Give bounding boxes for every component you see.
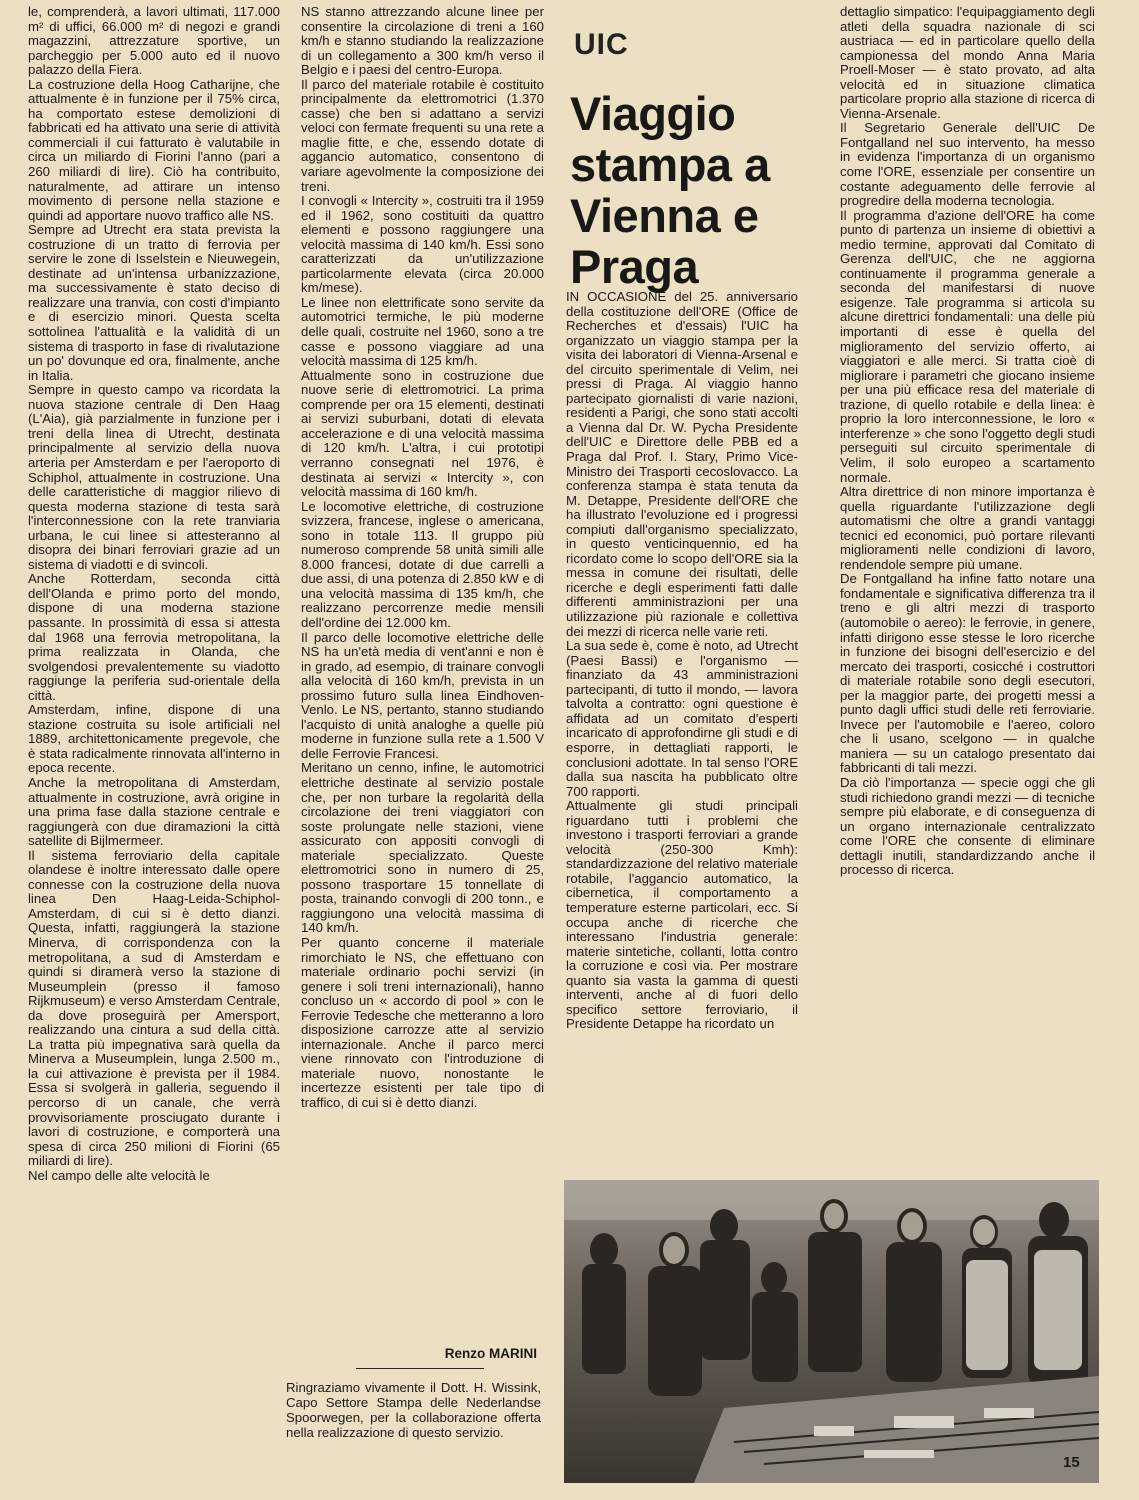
photo-group-icon bbox=[564, 1180, 1099, 1483]
article-headline: Viaggio stampa a Vienna e Praga bbox=[570, 87, 770, 293]
paragraph: Attualmente gli studi principali riguardano tutti i problemi che investono i trasporti ferroviari a grande velocità (250-300 Kmh): standardizzazione del relativo materiale rotabile, l'aggancio automatico, la cibernetica, il comportamento a temperature esterne particolari, ecc. Si occupa anche di ricerche che interessano l'industria generale: materie sintetiche, collanti, lotta contro la corruzione e così via. Per mostrare quanto sia vasta la gamma di questi interventi, anche al di fuori dello specifico settore ferroviario, il Presidente Detappe ha ricordato un bbox=[566, 798, 798, 1032]
paragraph: NS stanno attrezzando alcune linee per consentire la circolazione di treni a 160 km/h e stanno studiando la realizzazione di un collegamento a 300 km/h verso il Belgio e i paesi del centro-Europa. bbox=[301, 4, 544, 78]
paragraph: Amsterdam, infine, dispone di una stazione costruita su isole artificiali nel 1889, architettonicamente pregevole, che è stata radicalmente rinnovata all'interno in epoca recente. bbox=[28, 702, 280, 776]
paragraph: Sempre in questo campo va ricordata la nuova stazione centrale di Den Haag (L'Aia), già parzialmente in funzione per i treni della linea di Utrecht, destinata principalmente al servizio della nuova arteria per Amsterdam e per l'aeroporto di Schiphol, attualmente in costruzione. Una delle caratteristiche di maggior rilievo di questa moderna stazione di testa sarà l'interconnessione con la rete tranviaria urbana, le cui linee si attesteranno al disopra dei binari ferroviari grazie ad un sistema di viadotti e di svincoli. bbox=[28, 382, 280, 572]
paragraph: I convogli « Intercity », costruiti tra il 1959 ed il 1962, sono costituiti da quattro elementi e possono raggiungere una velocità massima di 140 km/h. Essi sono caratterizzati da un'utilizzazione particolarmente elevata (circa 20.000 km/mese). bbox=[301, 193, 544, 296]
paragraph: Da ciò l'importanza — specie oggi che gli studi richiedono grandi mezzi — di tecniche sempre più elaborate, e di conseguenza di un organo internazionale centralizzato come l'ORE che consente di eliminare dettagli inutili, standardizzando anche il processo di ricerca. bbox=[840, 774, 1095, 878]
article-column-3 bbox=[566, 290, 798, 1032]
paragraph: Il programma d'azione dell'ORE ha come punto di partenza un insieme di obiettivi a medio termine, approvati dal Comitato di Gerenza dell'UIC, che ne aggiorna continuamente il programma generale a seconda del manifestarsi di nuove esigenze. Tale programma si articola su alcune direttrici fondamentali: una delle più importanti di esse è quella del miglioramento del servizio offerto, ai viaggiatori e alle merci. Si tratta cioè di migliorare i parametri che giocano insieme per una più efficace resa del materiale di trazione, di quello rotabile e della linea: è proprio la loro interconnessione, le loro « interferenze » che sono l'oggetto degli studi perseguiti sul circuito sperimentale di Velim, il solo europeo a scartamento normale. bbox=[840, 207, 1095, 485]
paragraph: Altra direttrice di non minore importanza è quella riguardante l'utilizzazione degli automatismi che oltre a grandi vantaggi tecnici ed economici, può portare rilevanti miglioramenti nelle condizioni di lavoro, rendendole sempre più umane. bbox=[840, 484, 1095, 572]
paragraph: Il Segretario Generale dell'UIC De Fontgalland nel suo intervento, ha messo in evidenza l'importanza di un organismo come l'ORE, essenziale per consentire un costante adeguamento delle ferrovie al progredire della moderna tecnologia. bbox=[840, 120, 1095, 209]
paragraph: La sua sede è, come è noto, ad Utrecht (Paesi Bassi) e l'organismo — finanziato da 43 amministrazioni partecipanti, di tutto il mondo, — lavora talvolta a contratto: ogni questione è affidata ad un comitato d'esperti incaricato di approfondirne gli studi e di esporre, in dettagliati rapporti, le conclusioni adottate. In tal senso l'ORE dalla sua nascita ha pubblicato oltre 700 rapporti. bbox=[566, 638, 798, 799]
paragraph: Per quanto concerne il materiale rimorchiato le NS, che effettuano con materiale ordinario pochi servizi (in genere i soli treni internazionali), hanno concluso un « accordo di pool » con le Ferrovie Tedesche che metteranno a loro disposizione carrozze atte al servizio internazionale. Anche il parco merci viene rinnovato con l'introduzione di materiale nuovo, nonostante le incertezze esistenti per tale tipo di traffico, di cui si è detto dianzi. bbox=[301, 935, 544, 1111]
article-column-2 bbox=[301, 5, 544, 1111]
paragraph: dettaglio simpatico: l'equipaggiamento degli atleti della squadra nazionale di sci austriaca — ed in particolare quello della campionessa del mondo Anna Maria Proell-Moser — è stato provato, ad alta velocità ed in situazione climatica particolare proprio alla stazione di ricerca di Vienna-Arsenale. bbox=[840, 4, 1095, 121]
paragraph: Il parco delle locomotive elettriche delle NS ha un'età media di vent'anni e non è in grado, ad esempio, di trainare convogli alla velocità di 160 km/h, prevista in un prossimo futuro sulla linea Eindhoven-Venlo. Le NS, pertanto, stanno studiando l'acquisto di unità analoghe a quelle più moderne in funzione sulla rete a 1.500 V delle Ferrovie Francesi. bbox=[301, 629, 544, 761]
acknowledgment-note: Ringraziamo vivamente il Dott. H. Wissink, Capo Settore Stampa delle Nederlandse Spoorwegen, per la collaborazione offerta nella realizzazione di questo servizio. bbox=[286, 1380, 541, 1440]
paragraph: Anche Rotterdam, seconda città dell'Olanda e primo porto del mondo, dispone di una moderna stazione passante. In prossimità di essa si attesta dal 1968 una ferrovia metropolitana, la prima realizzata in Olanda, che svolgendosi prevalentemente su viadotto raggiunge la periferia sud-orientale della città. bbox=[28, 571, 280, 703]
paragraph: Il sistema ferroviario della capitale olandese è inoltre interessato dalle opere connesse con la costruzione della nuova linea Den Haag-Leida-Schiphol-Amsterdam, di cui si è detto dianzi. Questa, infatti, raggiungerà la stazione Minerva, di corrispondenza con la metropolitana, a sud di Amsterdam e quindi si diramerà verso la stazione di Museumplein (presso il famoso Rijkmuseum) e verso Amsterdam Centrale, da dove proseguirà per Amersport, realizzando una cintura a sud della città. La tratta più impegnativa sarà quella da Minerva a Museumplein, lunga 2.500 m., la cui attivazione è prevista per il 1984. Essa si svolgerà in galleria, seguendo il percorso di un canale, che verrà provvisoriamente prosciugato durante i lavori di costruzione, e comporterà una spesa di circa 250 milioni di Fiorini (65 miliardi di lire). bbox=[28, 847, 280, 1169]
paragraph: Le linee non elettrificate sono servite da automotrici termiche, le più moderne delle quali, costruite nel 1960, sono a tre casse e possono viaggiare ad una velocità massima di 125 km/h. bbox=[301, 294, 544, 369]
paragraph: IN OCCASIONE del 25. anniversario della costituzione dell'ORE (Office de Recherches et d'essais) l'UIC ha organizzato un viaggio stampa per la visita dei laboratori di Vienna-Arsenal e del circuito sperimentale di Velim, nei pressi di Praga. Al viaggio hanno partecipato giornalisti di varie nazioni, residenti a Parigi, che sono stati accolti a Vienna dal Dr. W. Pycha Presidente dell'UIC e Direttore delle PBB ed a Praga dal Prof. I. Stary, Primo Vice-Ministro dei Trasporti cecoslovacco. La conferenza stampa è stata tenuta da M. Detappe, Presidente dell'ORE che ha illustrato l'evoluzione ed i progressi compiuti dall'organismo specializzato, in questo venticinquennio, ed ha ricordato come lo scopo dell'ORE sia la messa in comune dei risultati, delle ricerche e degli esperimenti fatti dalle differenti amministrazioni per una utilizzazione più razionale e collettiva dei mezzi di ricerca nelle varie reti. bbox=[566, 289, 798, 639]
paragraph: Meritano un cenno, infine, le automotrici elettriche destinate al servizio postale che, per non turbare la regolarità della circolazione dei treni viaggiatori con soste prolungate nelle stazioni, viene assicurato con appositi convogli di materiale specializzato. Queste elettromotrici sono in numero di 25, possono trasportare 15 tonnellate di posta, trainando convogli di 200 tonn., e raggiungono una velocità massima di 140 km/h. bbox=[301, 760, 544, 936]
paragraph: Nel campo delle alte velocità le bbox=[28, 1167, 210, 1183]
divider bbox=[356, 1368, 484, 1369]
paragraph: De Fontgalland ha infine fatto notare una fondamentale e significativa differenza tra il treno e gli altri mezzi di trasporto (automobile o aereo): le ferrovie, in genere, infatti dirigono esse stesse le loro ricerche in funzione dei bisogni dell'esercizio e del mercato dei trasporti, cosicché i costruttori di materiale rotabile sono degli esecutori, per la maggior parte, dei progetti messi a punto dagli uffici studi delle reti ferroviarie. Invece per l'automobile e l'aereo, coloro che li usano, scelgono — in qualche maniera — su un catalogo presentato dai fabbricanti di tali mezzi. bbox=[840, 571, 1095, 776]
paragraph: Attualmente sono in costruzione due nuove serie di elettromotrici. La prima comprende per ora 15 elementi, destinati ai servizi suburbani, dotati di elevata accelerazione e di una velocità massima di 120 km/h. L'altra, i cui prototipi verranno consegnati nel 1976, è destinata ai servizi « Intercity », con velocità massima di 160 km/h. bbox=[301, 367, 544, 500]
press-photo bbox=[564, 1180, 1099, 1483]
author-byline: Renzo MARINI bbox=[444, 1346, 537, 1361]
article-column-1 bbox=[28, 5, 280, 1183]
paragraph: Il parco del materiale rotabile è costituito principalmente da elettromotrici (1.370 casse) che ben si adattano a servizi veloci con fermate frequenti su una rete a maglie fitte, e che, essendo dotate di aggancio automatico, consentono di variare agevolmente la composizione dei treni. bbox=[301, 76, 544, 194]
section-label: UIC bbox=[574, 28, 629, 61]
page-number: 15 bbox=[1063, 1454, 1080, 1471]
article-column-4 bbox=[840, 5, 1095, 878]
paragraph: Le locomotive elettriche, di costruzione svizzera, francese, inglese o americana, sono in totale 113. Il gruppo più numeroso comprende 58 unità simili alle 8.000 francesi, dotate di due carrelli a due assi, di una potenza di 2.850 kW e di una velocità massima di 135 km/h, che realizzano percorrenze medie mensili dell'ordine dei 12.000 km. bbox=[301, 498, 544, 630]
paragraph: le, comprenderà, a lavori ultimati, 117.000 m² di uffici, 66.000 m² di negozi e grandi magazzini, attrezzature sportive, un parcheggio per 5.000 auto ed il nuovo palazzo della Fiera. bbox=[28, 4, 280, 78]
paragraph: La costruzione della Hoog Catharijne, che attualmente è in funzione per il 75% circa, ha comportato estese demolizioni di fabbricati ed ha attivato una serie di attività commerciali il cui fatturato è valutabile in circa un miliardo di Fiorini l'anno (pari a 260 miliardi di lire). Ciò ha contribuito, naturalmente, ad attirare un intenso movimento di persone nella stazione e quindi ad apportare nuovo traffico alle NS. bbox=[28, 76, 280, 223]
paragraph: Anche la metropolitana di Amsterdam, attualmente in costruzione, avrà origine in una prima fase dalla stazione centrale e raggiungerà con due diramazioni la città satellite di Bijlmermeer. bbox=[28, 774, 280, 849]
paragraph: Sempre ad Utrecht era stata prevista la costruzione di un tratto di ferrovia per servire le zone di Isselstein e Nieuwegein, destinate ad un'intensa urbanizzazione, ma successivamente è stato deciso di realizzare una tranvia, con costi d'impianto e di esercizio minori. Questa scelta sottolinea l'attualità e la validità di un sistema di trasporto in fase di rivalutazione un po' dovunque ed ora, finalmente, anche in Italia. bbox=[28, 222, 280, 383]
